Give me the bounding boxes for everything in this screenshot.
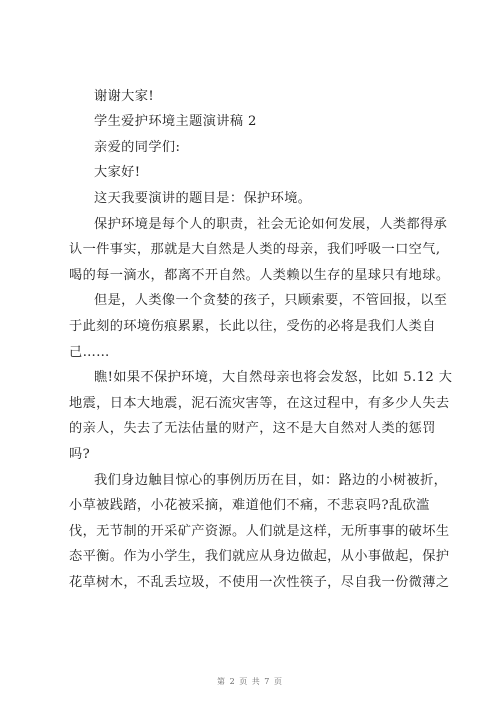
text-line: 认一件事实，那就是大自然是人类的母亲，我们呼吸一口空气, <box>69 242 441 257</box>
text-line: 吗? <box>69 447 91 462</box>
text-line: 学生爱护环境主题演讲稿 2 <box>94 114 257 129</box>
text-line: 态平衡。作为小学生，我们就应从身边做起，从小事做起，保护 <box>69 549 450 564</box>
text-line: 亲爱的同学们: <box>94 140 181 155</box>
text-line: 小草被践踏，小花被采摘，难道他们不痛，不悲哀吗?乱砍滥 <box>69 498 430 513</box>
text-line: 伐，无节制的开采矿产资源。人们就是这样，无所事事的破坏生 <box>69 524 450 539</box>
text-line: 的亲人，失去了无法估量的财产，这不是大自然对人类的惩罚 <box>69 421 436 436</box>
text-line: 大家好! <box>94 165 141 180</box>
text-line: 但是，人类像一个贪婪的孩子，只顾索要，不管回报，以至 <box>94 293 448 308</box>
text-line: 于此刻的环境伤痕累累，长此以往，受伤的必将是我们人类自 <box>69 319 436 334</box>
text-line: 地震，日本大地震，泥石流灾害等，在这过程中，有多少人失去 <box>69 396 450 411</box>
text-line: 谢谢大家! <box>94 89 155 104</box>
text-line: 保护环境是每个人的职责，社会无论如何发展，人类都得承 <box>94 217 448 232</box>
text-line: 我们身边触目惊心的事例历历在目，如：路边的小树被折， <box>94 473 448 488</box>
text-line: 喝的每一滴水，都离不开自然。人类赖以生存的星球只有地球。 <box>69 268 450 283</box>
page-number: 第 2 页 共 7 页 <box>217 677 283 686</box>
text-line: 花草树木，不乱丢垃圾，不使用一次性筷子，尽自我一份微薄之 <box>69 575 450 590</box>
text-line: 这天我要演讲的题目是：保护环境。 <box>94 191 312 206</box>
text-line: 己…… <box>69 345 110 360</box>
text-line: 瞧!如果不保护环境，大自然母亲也将会发怒，比如 5.12 大 <box>94 370 453 385</box>
